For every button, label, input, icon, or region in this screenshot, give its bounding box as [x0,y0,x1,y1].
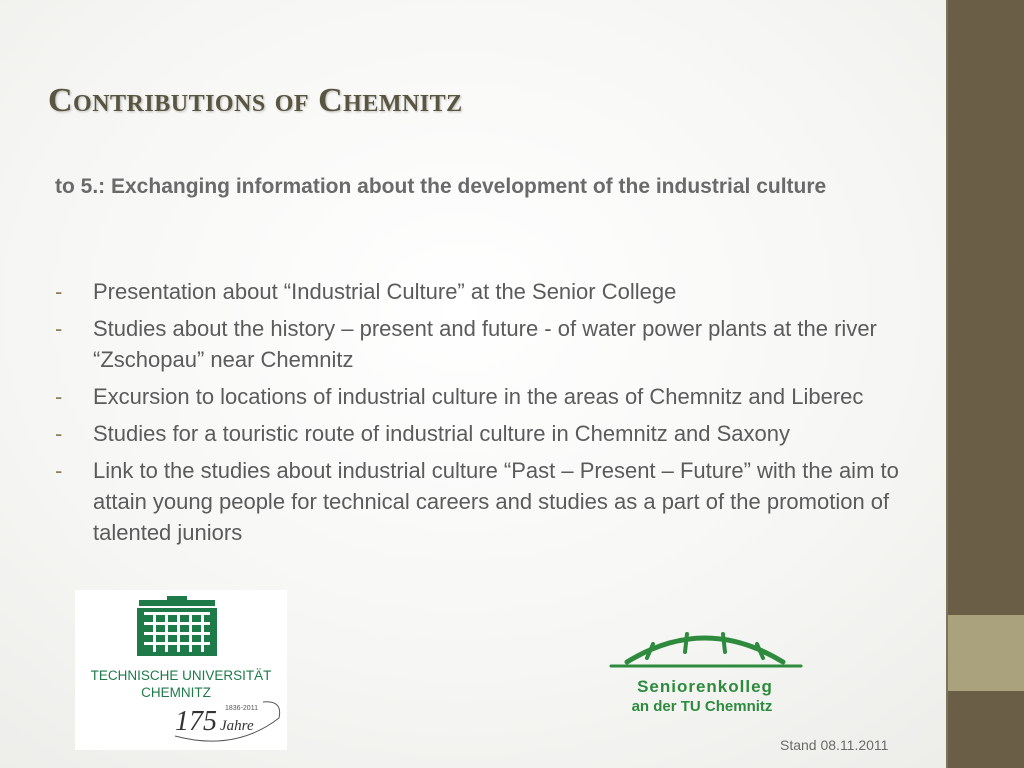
anniversary-word: Jahre [220,718,254,734]
seniorenkolleg-logo-graphic [605,622,805,722]
bullet-dash: - [55,421,63,446]
bullet-dash: - [55,384,63,409]
bullet-text: Excursion to locations of industrial culture in the areas of Chemnitz and Liberec [93,384,864,409]
bullet-list [55,276,943,554]
seniorenkolleg-logo [605,622,805,722]
bullet-dash: - [55,458,63,483]
anniversary-number: 175 [175,706,217,737]
bullet-text: Presentation about “Industrial Culture” at the Senior College [93,279,677,304]
slide-title: Contributions of Chemnitz [48,82,463,119]
list-item [55,313,943,375]
list-item [55,381,943,412]
anniversary-years: 1836-2011 [225,705,258,712]
sidebar-accent-block [948,615,1024,691]
bridge-icon [611,634,801,666]
slide-subtitle: to 5.: Exchanging information about the development of the industrial culture [55,175,827,198]
tu-chemnitz-logo [75,590,287,750]
bullet-dash: - [55,279,63,304]
seniorenkolleg-name: Seniorenkolleg [637,677,773,696]
bullet-text: Studies about the history – present and future - of water power plants at the river “Zschopau” near Chemnitz [93,316,877,372]
list-item [55,276,943,307]
tu-chemnitz-logo-graphic [75,590,287,750]
seniorenkolleg-subtitle: an der TU Chemnitz [631,698,773,715]
tu-name-line2: CHEMNITZ [141,685,211,700]
bullet-text: Studies for a touristic route of industrial culture in Chemnitz and Saxony [93,421,791,446]
tu-name-line1: TECHNISCHE UNIVERSITÄT [90,668,272,683]
list-item [55,455,943,548]
list-item [55,418,943,449]
bullet-dash: - [55,316,63,341]
bullet-text: Link to the studies about industrial culture “Past – Present – Future” with the aim to attain young people for technical careers and studies as a part of the promotion of talented juniors [93,458,899,545]
date-footer: Stand 08.11.2011 [780,737,889,753]
